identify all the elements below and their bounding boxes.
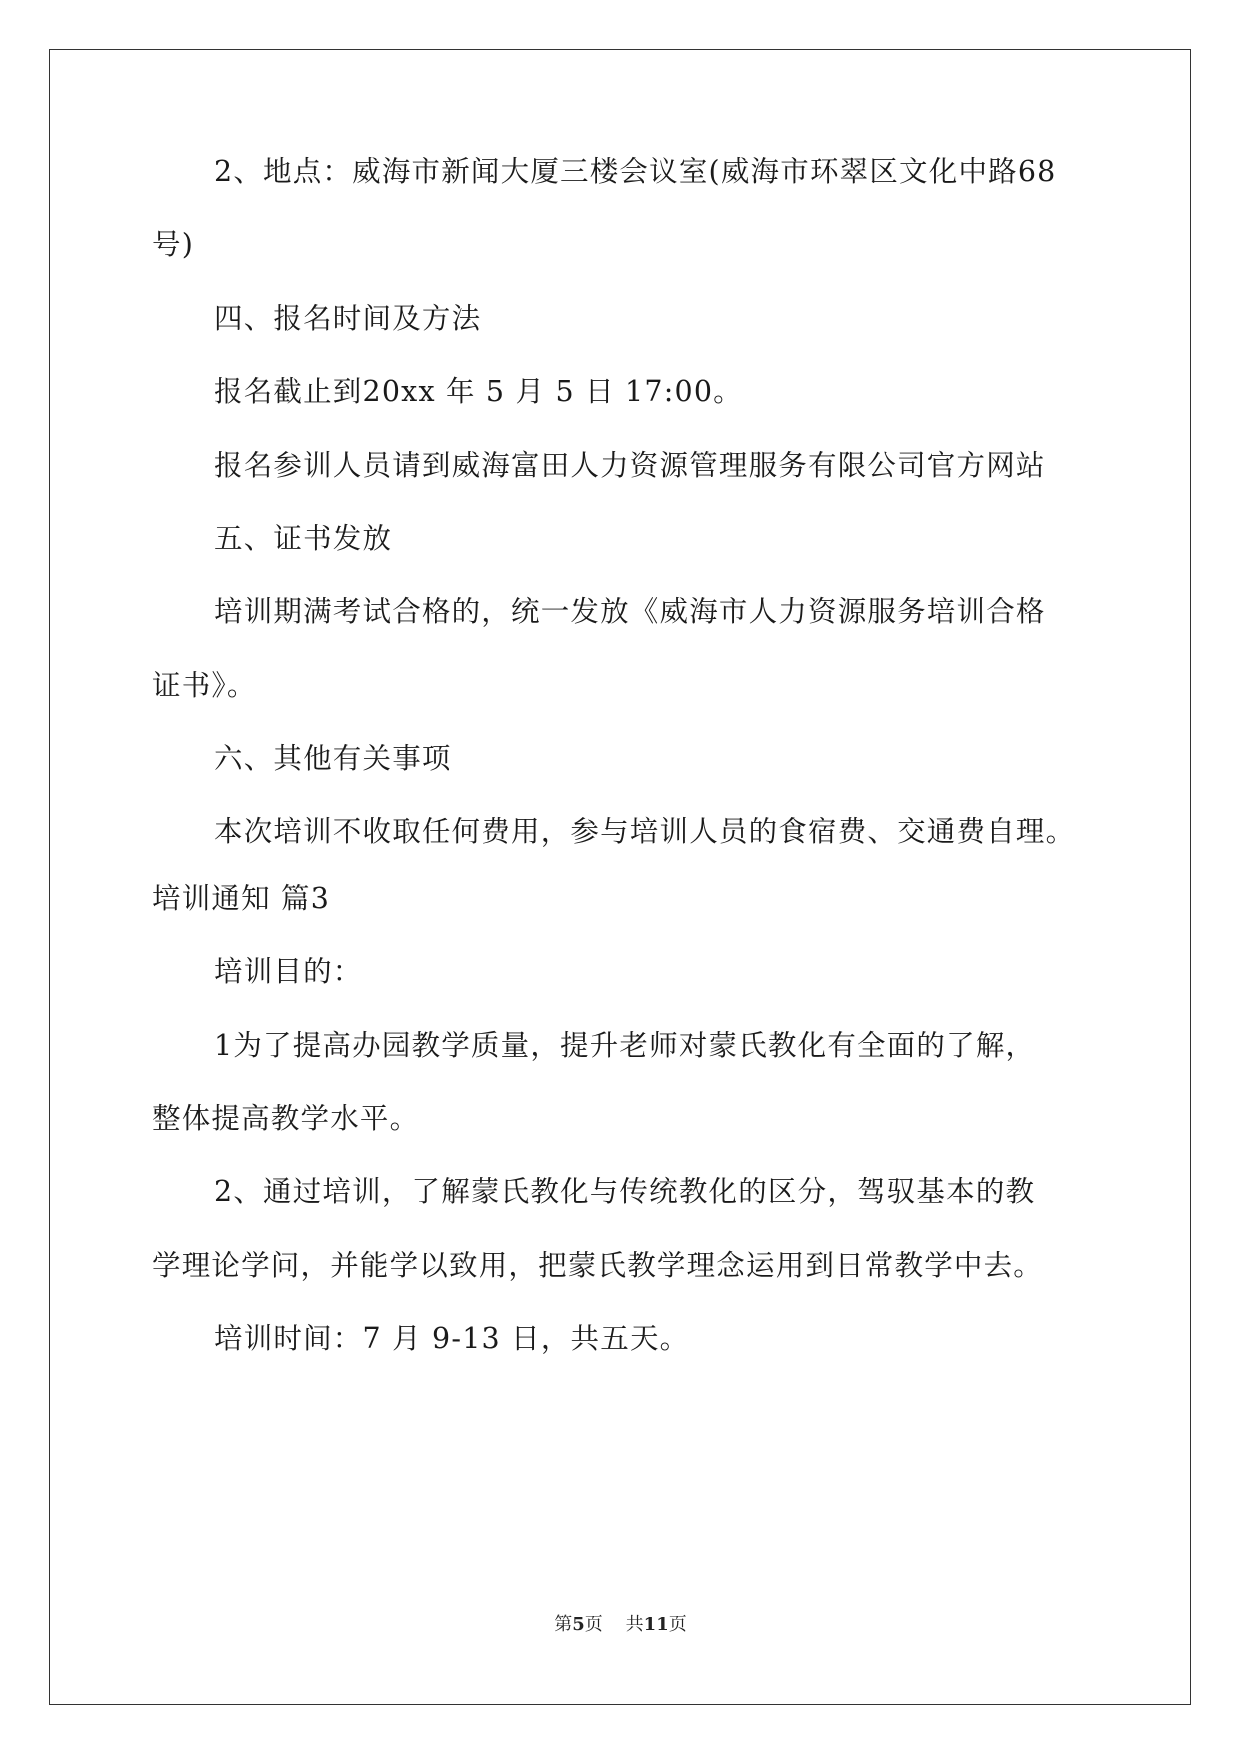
footer-total-unit: 页: [668, 1614, 687, 1635]
text-line-deadline: 报名截止到20xx 年 5 月 5 日 17:00。: [214, 375, 743, 408]
section-heading-other: 六、其他有关事项: [214, 742, 452, 775]
footer-page-unit: 页: [584, 1614, 603, 1635]
text-line-location-cont: 号): [152, 228, 195, 261]
text-line-certificate-cont: 证书》。: [152, 669, 257, 702]
text-line-registration-site: 报名参训人员请到威海富田人力资源管理服务有限公司官方网站: [214, 449, 1046, 482]
article-title: 培训通知 篇3: [152, 882, 331, 915]
footer-page-number: 5: [572, 1614, 585, 1635]
text-line-purpose-1-cont: 整体提高教学水平。: [152, 1102, 420, 1135]
footer-total-pages: 11: [643, 1614, 669, 1635]
footer-prefix: 第: [554, 1614, 573, 1635]
page-border: [49, 49, 1191, 1705]
footer-total-prefix: 共: [625, 1614, 644, 1635]
section-heading-certificate: 五、证书发放: [214, 522, 393, 555]
section-heading-purpose: 培训目的：: [214, 955, 363, 988]
text-line-purpose-2-cont: 学理论学问，并能学以致用，把蒙氏教学理念运用到日常教学中去。: [152, 1249, 1044, 1282]
section-heading-registration: 四、报名时间及方法: [214, 302, 482, 335]
text-line-location: 2、地点：威海市新闻大厦三楼会议室(威海市环翠区文化中路68: [214, 155, 1057, 188]
text-line-purpose-2: 2、通过培训，了解蒙氏教化与传统教化的区分，驾驭基本的教: [214, 1175, 1036, 1208]
page-footer: [0, 1610, 1241, 1636]
text-line-fees: 本次培训不收取任何费用，参与培训人员的食宿费、交通费自理。: [214, 815, 1076, 848]
text-line-training-time: 培训时间：7 月 9-13 日，共五天。: [214, 1322, 690, 1355]
text-line-purpose-1: 1为了提高办园教学质量，提升老师对蒙氏教化有全面的了解，: [214, 1029, 1036, 1062]
text-line-certificate: 培训期满考试合格的，统一发放《威海市人力资源服务培训合格: [214, 595, 1046, 628]
